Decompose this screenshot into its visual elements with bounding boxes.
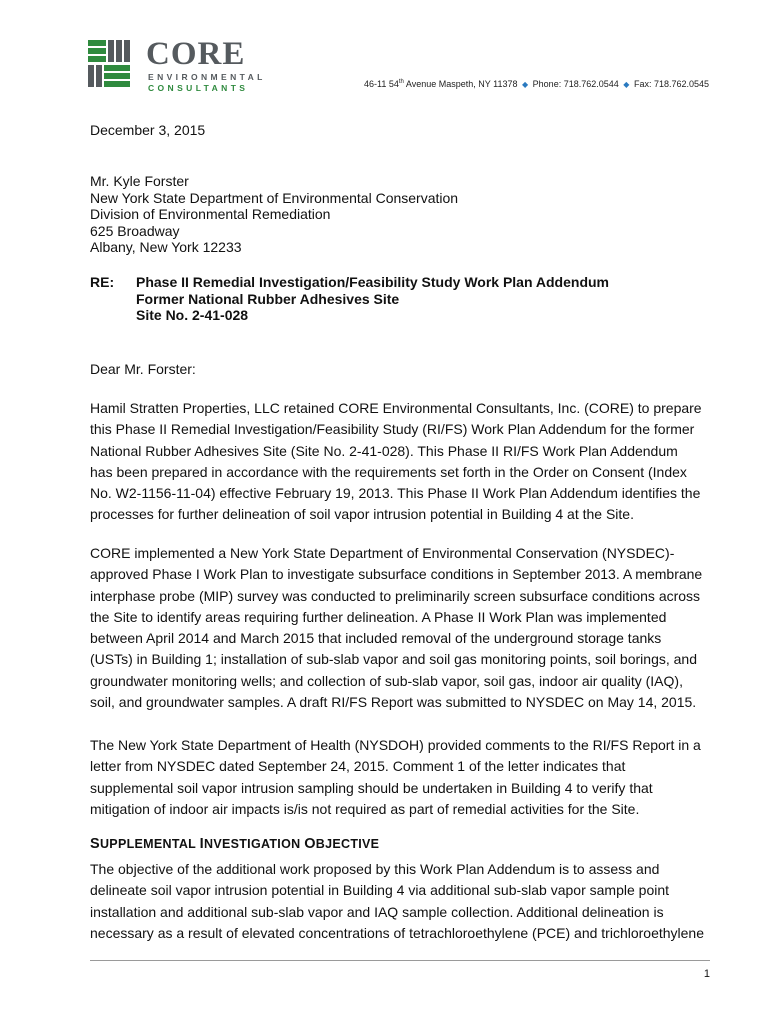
- paragraph-line: mitigation of indoor air impacts is/is not required as part of remedial activities for the Site.: [90, 800, 640, 817]
- street-address-number: 46-11 54: [364, 79, 399, 89]
- paragraph-line: National Rubber Adhesives Site (Site No. 2-41-028). This Phase II RI/FS Work Plan Addendum: [90, 442, 678, 459]
- paragraph-line: supplemental soil vapor intrusion sampling should be undertaken in Building 4 to verify that: [90, 779, 653, 796]
- logo-wordmark: CORE: [146, 36, 246, 72]
- logo-mark: [88, 40, 140, 92]
- subject-line-1: Phase II Remedial Investigation/Feasibility Study Work Plan Addendum: [136, 274, 609, 290]
- paragraph-line: approved Phase I Work Plan to investigate subsurface conditions in September 2013. A membrane: [90, 566, 703, 583]
- paragraph-line: has been prepared in accordance with the requirements set forth in the Order on Consent (Index: [90, 463, 687, 480]
- section-heading: [90, 836, 379, 852]
- addressee-block: [90, 173, 458, 256]
- paragraph-line: installation and additional sub-slab vapor and IAQ sample collection. Additional delineation is: [90, 903, 664, 920]
- paragraph-line: delineate soil vapor intrusion potential in Building 4 via additional sub-slab vapor sample point: [90, 882, 670, 899]
- paragraph-line: between April 2014 and March 2015 that included removal of the underground storage tanks: [90, 630, 662, 647]
- heading-rest: NVESTIGATION: [204, 837, 305, 851]
- heading-cap: I: [199, 836, 204, 852]
- body-paragraph-4: [90, 859, 710, 944]
- paragraph-line: CORE implemented a New York State Department of Environmental Conservation (NYSDEC)-: [90, 545, 675, 561]
- heading-rest: UPPLEMENTAL: [99, 837, 200, 851]
- ordinal-suffix: th: [398, 79, 404, 85]
- logo-subtitle-environmental: ENVIRONMENTAL: [148, 72, 266, 82]
- body-paragraph-3: [90, 735, 710, 820]
- diamond-separator-icon: ◆: [623, 80, 630, 89]
- paragraph-line: processes for further delineation of soil vapor intrusion potential in Building 4 at the Site.: [90, 506, 634, 523]
- diamond-separator-icon: ◆: [522, 80, 529, 89]
- paragraph-line: the Site to identify areas requiring further delineation. A Phase II Work Plan was implemented: [90, 608, 667, 625]
- letter-date: December 3, 2015: [90, 122, 206, 138]
- paragraph-line: No. W2-1156-11-04) effective February 19, 2013. This Phase II Work Plan Addendum identifies the: [90, 485, 701, 502]
- paragraph-line: necessary as a result of elevated concentrations of tetrachloroethylene (PCE) and trichloroethylene: [90, 924, 705, 941]
- addressee-name: Mr. Kyle Forster: [90, 173, 189, 189]
- addressee-organization: New York State Department of Environmental Conservation: [90, 189, 459, 206]
- paragraph-line: this Phase II Remedial Investigation/Feasibility Study (RI/FS) Work Plan Addendum for the former: [90, 421, 695, 438]
- salutation: Dear Mr. Forster:: [90, 361, 196, 377]
- phone-number: Phone: 718.762.0544: [532, 79, 619, 89]
- paragraph-line: soil, and groundwater samples. A draft RI/FS Report was submitted to NYSDEC on May 14, 2015.: [90, 694, 697, 711]
- street-address-rest: Avenue Maspeth, NY 11378: [403, 79, 518, 89]
- company-logo: [88, 36, 266, 93]
- paragraph-line: interphase probe (MIP) survey was conducted to preliminarily screen subsurface conditions across: [90, 587, 701, 604]
- paragraph-line: The New York State Department of Health (NYSDOH) provided comments to the RI/FS Report in a: [90, 737, 701, 753]
- paragraph-line: The objective of the additional work proposed by this Work Plan Addendum is to assess and: [90, 861, 660, 877]
- fax-number: Fax: 718.762.0545: [633, 79, 710, 89]
- addressee-street: 625 Broadway: [90, 222, 180, 239]
- addressee-division: Division of Environmental Remediation: [90, 206, 331, 222]
- letterhead-contact-line: [364, 79, 709, 89]
- subject-label: RE:: [90, 274, 115, 290]
- subject-line-2: Former National Rubber Adhesives Site: [136, 290, 400, 307]
- logo-subtitle-consultants: CONSULTANTS: [148, 83, 249, 93]
- footer-rule: [90, 960, 710, 961]
- paragraph-line: (USTs) in Building 1; installation of sub-slab vapor and soil gas monitoring points, soil borings, and: [90, 651, 697, 668]
- paragraph-line: groundwater monitoring wells; and collection of sub-slab vapor, soil gas, indoor air quality (IAQ),: [90, 672, 683, 689]
- paragraph-line: letter from NYSDEC dated September 24, 2015. Comment 1 of the letter indicates that: [90, 758, 626, 775]
- heading-rest: BJECTIVE: [315, 837, 380, 851]
- heading-cap: S: [90, 836, 100, 852]
- subject-line-3: Site No. 2-41-028: [136, 307, 249, 323]
- page-number: 1: [703, 968, 710, 980]
- heading-cap: O: [304, 836, 316, 852]
- addressee-city: Albany, New York 12233: [90, 239, 242, 255]
- body-paragraph-2: [90, 543, 710, 713]
- paragraph-line: Hamil Stratten Properties, LLC retained CORE Environmental Consultants, Inc. (CORE) to prepare: [90, 400, 702, 416]
- body-paragraph-1: [90, 398, 710, 526]
